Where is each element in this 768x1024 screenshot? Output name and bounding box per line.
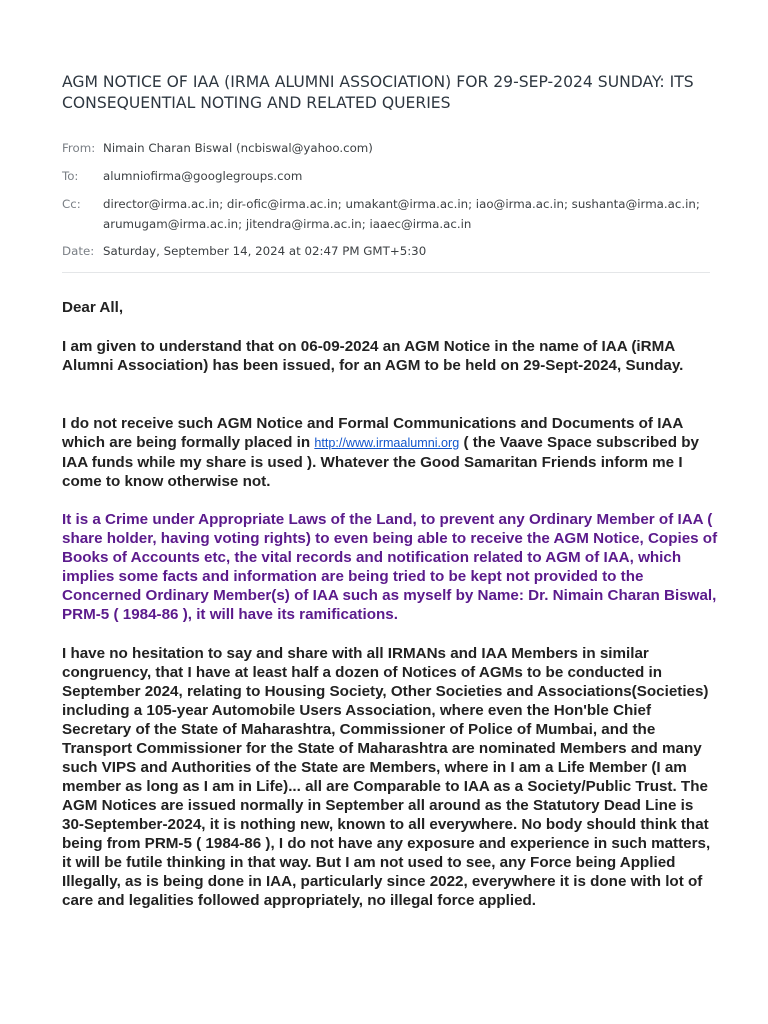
paragraph-2-text-end: ( the Vaave Space subscribed by IAA funds while my share is used ). Whatever the Good Samaritan Friends inform me I come to know otherwise not. — [62, 434, 699, 490]
to-label: To: — [62, 169, 79, 183]
body-paragraph-2 — [62, 414, 718, 491]
cc-label: Cc: — [62, 197, 81, 211]
from-value[interactable]: Nimain Charan Biswal (ncbiswal@yahoo.com) — [103, 141, 373, 155]
body-paragraph-1: I am given to understand that on 06-09-2024 an AGM Notice in the name of IAA (iRMA Alumni Association) has been issued, for an AGM to be held on 29-Sept-2024, Sunday. — [62, 338, 684, 374]
date-value: Saturday, September 14, 2024 at 02:47 PM GMT+5:30 — [103, 244, 427, 258]
greeting: Dear All, — [62, 299, 124, 316]
irma-alumni-link[interactable]: http://www.irmaalumni.org — [314, 436, 460, 450]
to-value[interactable]: alumniofirma@googlegroups.com — [103, 169, 303, 183]
from-label: From: — [62, 141, 96, 155]
header-divider — [62, 272, 710, 273]
body-paragraph-3: It is a Crime under Appropriate Laws of the Land, to prevent any Ordinary Member of IAA ( share holder, having voting rights) to even being able to receive the AGM Notice, Copies of Books of Accounts etc, the vital records and notification related to AGM of IAA, which implies some facts and information are being tried to be kept not provided to the Concerned Ordinary Member(s) of IAA such as myself by Name: Dr. Nimain Charan Biswal, PRM-5 ( 1984-86 ), it will have its ramifications. — [62, 511, 718, 623]
date-label: Date: — [62, 244, 95, 258]
cc-value[interactable]: director@irma.ac.in; dir-ofic@irma.ac.in; umakant@irma.ac.in; iao@irma.ac.in; sushanta@irma.ac.in; arumugam@irma.ac.in; jitendra@irma.ac.in; iaaec@irma.ac.in — [103, 197, 700, 231]
email-subject: AGM NOTICE OF IAA (IRMA ALUMNI ASSOCIATION) FOR 29-SEP-2024 SUNDAY: ITS CONSEQUENTIAL NOTING AND RELATED QUERIES — [62, 73, 694, 112]
paragraph-2-text-start: I do not receive such AGM Notice and Formal Communications and Documents of IAA which are being formally placed in — [62, 415, 683, 451]
body-paragraph-4: I have no hesitation to say and share with all IRMANs and IAA Members in similar congruency, that I have at least half a dozen of Notices of AGMs to be conducted in September 2024, relating to Housing Society, Other Societies and Associations(Societies) including a 105-year Automobile Users Association, where even the Hon'ble Chief Secretary of the State of Maharashtra, Commissioner of Police of Mumbai, and the Transport Commissioner for the State of Maharashtra are nominated Members and many such VIPS and Authorities of the State are Members, where in I am a Life Member (I am member as long as I am in Life)... all are Comparable to IAA as a Society/Public Trust. The AGM Notices are issued normally in September all around as the Statutory Dead Line is 30-September-2024, it is nothing new, known to all everywhere. No body should think that being from PRM-5 ( 1984-86 ), I do not have any exposure and experience in such matters, it will be futile thinking in that way. But I am not used to see, any Force being Applied Illegally, as is being done in IAA, particularly since 2022, everywhere it is done with lot of care and legalities followed appropriately, no illegal force applied. — [62, 645, 711, 909]
